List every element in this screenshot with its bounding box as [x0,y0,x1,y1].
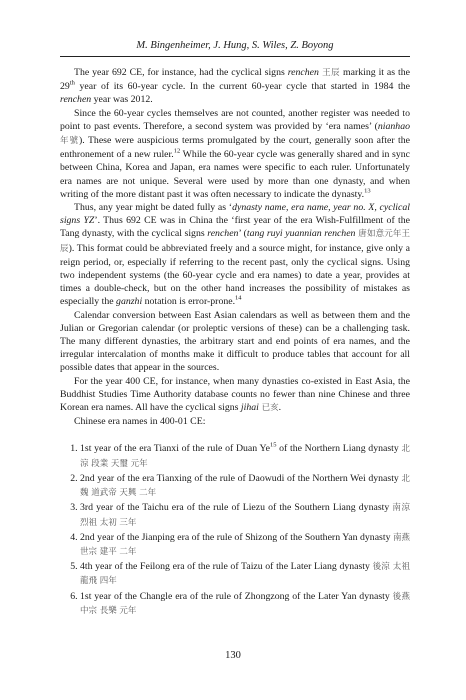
text: While the 60-year cycle was generally shared and in sync between China, Korea and Japan, era names were specific to each ruler. Unfortunately era names are not unique. Several were used by more than one dynasty, and when writing of the more distant past it was often necessary to indicate the dynasty. [60,149,410,200]
cjk-text: 已亥 [258,403,279,414]
text: . [278,402,282,414]
italic-term: ganzhi [116,296,143,308]
cjk-text: 南涼 烈祖 太初 三年 [80,503,410,528]
header-rule [60,56,410,57]
text: ). These were auspicious terms promulgated by the court, generally soon after the enthronement of a new ruler. [60,135,410,161]
text: 3rd year of the Taichu era of the rule of Liezu of the Southern Liang dynasty [80,502,393,514]
text: Thus, any year might be dated fully as ‘ [74,202,233,214]
footnote-ref-12[interactable]: 12 [173,147,181,155]
italic-term: tang ruyi yuannian renchen [246,228,356,240]
running-head: M. Bingenheimer, J. Hung, S. Wiles, Z. Boyong [136,40,334,51]
era-name-list [60,442,410,617]
text: notation is error-prone. [142,296,236,308]
text: marking it as the 29 [60,67,410,93]
list-item [80,501,410,529]
text: ’ ( [238,228,247,240]
list-item [80,560,410,588]
list-item [80,472,410,500]
cjk-text: 年號 [60,136,79,147]
text: ’. Thus 692 CE was in China the ‘first year of the era Wish-Fulfillment of the Tang dynasty, with the cyclical signs [60,215,410,240]
cjk-text: 後涼 太祖 龍飛 四年 [80,562,410,587]
text: year of its 60-year cycle. In the current 60-year cycle that started in 1984 the [74,81,410,93]
text: Since the 60-year cycles themselves are not counted, another register was needed to point to past events. Therefore, a second system was provided by ‘era names’ ( [60,107,410,132]
list-item [80,442,410,470]
text: 1st year of the era Tianxi of the rule of Duan Ye [80,443,270,455]
footnote-ref-15[interactable]: 15 [269,442,277,450]
text: of the Northern Liang dynasty [276,443,402,455]
footnote-ref-13[interactable]: 13 [364,187,371,195]
italic-term: renchen [287,67,319,78]
italic-term: renchen [207,228,239,240]
ordinal-suffix: th [69,79,75,87]
cjk-text: 北魏 道武帝 天興 二年 [80,473,410,499]
text: 4th year of the Feilong era of the rule of Taizu of the Later Liang dynasty [80,561,373,573]
italic-term: renchen [60,94,92,106]
text: 2nd year of the era Tianxing of the rule of Daowudi of the Northern Wei dynasty [80,472,402,484]
cjk-text: 唐如意元年王辰 [60,229,411,254]
italic-term: nianhao [377,120,410,132]
paragraph-4: Calendar conversion between East Asian calendars as well as between them and the Julian or Gregorian calendar (or proleptic versions of these) can be a challenging task. The many different dynasties, the arbitrary start and end points of era names, and the irregular intercalation of months make it difficult to produce tables that account for all possible dates that appear in the sources. [60,309,410,374]
text: year was 2012. [91,94,153,106]
cjk-text: 北涼 段業 天璽 元年 [80,444,410,469]
text: The year 692 CE, for instance, had the cyclical signs [74,67,288,78]
cjk-text: 南燕 世宗 建平 二年 [80,532,410,557]
page-number: 130 [225,650,241,661]
italic-term: dynasty name, era name, year no. X, cyclical signs YZ [60,202,411,227]
paragraph-5 [60,375,410,416]
cjk-text: 王辰 [318,68,341,78]
paragraph-6: Chinese era names in 400-01 CE: [74,416,206,428]
italic-term: jihai [240,402,259,414]
text: 1st year of the Changle era of the rule of Zhongzong of the Later Yan dynasty [80,590,393,602]
text: ). This format could be abbreviated freely and a source might, for instance, give only a reign period, or, especially if referring to the recent past, only the cyclical signs. Using two independent systems (the 60-year cycle and era names) to date a year, provides at times a double-check, but on the other hand increases the possibility of mistakes as especially the [60,242,410,308]
text: For the year 400 CE, for instance, when many dynasties co-existed in East Asia, the Buddhist Studies Time Authority database counts no fewer than nine Chinese and three Korean era names. All have the cyclical signs [60,375,410,414]
paragraph-2 [60,107,410,201]
paragraph-1 [60,66,410,107]
cjk-text: 後燕 中宗 長樂 元年 [80,591,410,616]
list-item [80,531,410,559]
text: 2nd year of the Jianping era of the rule of Shizong of the Southern Yan dynasty [80,531,393,543]
body-text [60,66,410,619]
paragraph-3 [60,201,410,309]
list-item [80,590,410,618]
footnote-ref-14[interactable]: 14 [235,295,242,303]
